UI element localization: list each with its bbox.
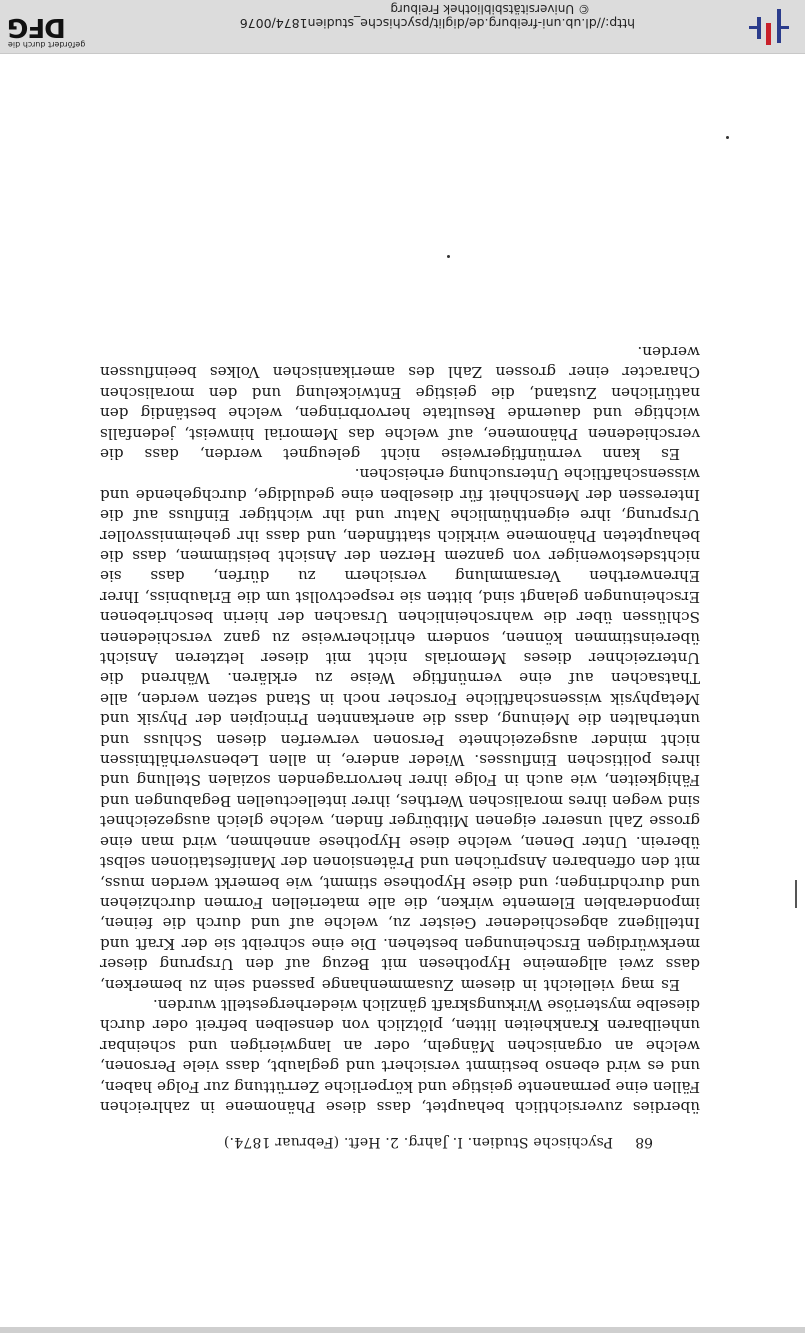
copyright-notice: © Universitätsbibliothek Freiburg (390, 2, 590, 16)
scan-speck (726, 136, 729, 139)
body-text (100, 342, 700, 1117)
scan-mark (795, 880, 797, 908)
sponsor-caption: gefördert durch die (8, 40, 86, 49)
dfg-logo-text: DFG (8, 12, 66, 42)
page-number: 68 (635, 1134, 653, 1150)
running-head (137, 1128, 657, 1150)
bottom-edge-strip (0, 1327, 805, 1333)
journal-title: Psychische Studien. I. Jahrg. 2. Heft. (Februar 1874.) (223, 1134, 613, 1150)
document-url[interactable]: http://dl.ub.uni-freiburg.de/diglit/psychische_studien1874/0076 (239, 16, 635, 31)
paragraph-3: Es kann vernünftigerweise nicht geleugnet werden, dass die verschiedenen Phänomene, auf welche das Memorial hinweist, jedenfalls wichtige und dauernde Resultate hervorbringen, welche beständig den natürlichen Zustand, die geistige Entwickelung und den moralischen Character einer grossen Zahl des amerikanischen Volkes beeinflussen werden. (100, 342, 700, 463)
paragraph-1: überdies zuversichtlich behauptet, dass diese Phänomene in zahlreichen Fällen eine permanente geistige und körperliche Zerrüttung zur Folge haben, und es wird ebenso bestimmt versichert und geglaubt, dass viele Personen, welche an organischen Mängeln, oder an langwierigen und scheinbar unheilbaren Krankheiten litten, plötzlich von denselben befreit oder durch dieselbe mysteriöse Wirkungskraft gänzlich wiederhergestellt wurden. (99, 995, 700, 1116)
paragraph-2: Es mag vielleicht in diesem Zusammenhange passend sein zu bemerken, dass zwei allgemeine Hypothesen mit Bezug auf den Ursprung dieser merkwürdigen Erscheinungen bestehen. Die eine schreibt sie der Kraft und Intelligenz abgeschiedener Geister zu, welche auf und durch die feinen, imponderablen Elemente wirken, die alle materiellen Formen durchziehen und durchdringen; und diese Hypothese stimmt, wie bemerkt werden muss, mit den offenbaren Ansprüchen und Prätensionen der Manifestationen selbst überein. Unter Denen, welche diese Hypothese annehmen, wird man eine grosse Zahl unserer eigenen Mitbürger finden, welche gleich ausgezeichnet sind wegen ihres moralischen Werthes, ihrer intellectuellen Begabungen und Fähigkeiten, wie auch in Folge ihrer hervorragenden sozialen Stellung und ihres politischen Einflusses. Wieder andere, in allen Lebensverhältnissen nicht minder ausgezeichnete Personen verwerfen diesen Schluss und unterhalten die Meinung, dass die anerkannten Principien der Physik und Metaphysik wissenschaftliche Forscher noch in Stand setzen werden, alle Thatsachen auf eine vernünftige Weise zu erklären. Während die Unterzeichner dieses Memorials nicht mit dieser letzteren Ansicht übereinstimmen können, sondern ehrlicherweise zu ganz verschiedenen Schlüssen über die wahrscheinlichen Ursachen der hierin beschriebenen Erscheinungen gelangt sind, bitten sie respectvollst um die Erlaubniss, Ihrer Ehrenwerthen Versammlung versichern zu dürfen, dass sie nichtsdestoweniger von ganzem Herzen der Ansicht beistimmen, dass die behaupteten Phänomene wirklich stattfinden, und dass ihr geheimnissvoller Ursprung, ihre eigenthümliche Natur und ihr wichtiger Einfluss auf die Interessen der Menschheit für dieselben eine geduldige, durchgehende und wissenschaftliche Untersuchung erheischen. (100, 465, 700, 994)
viewer-header-bar (0, 0, 805, 54)
scan-speck (447, 255, 450, 258)
dfg-sponsor-logo (8, 5, 100, 49)
ub-freiburg-logo-icon (743, 7, 795, 47)
